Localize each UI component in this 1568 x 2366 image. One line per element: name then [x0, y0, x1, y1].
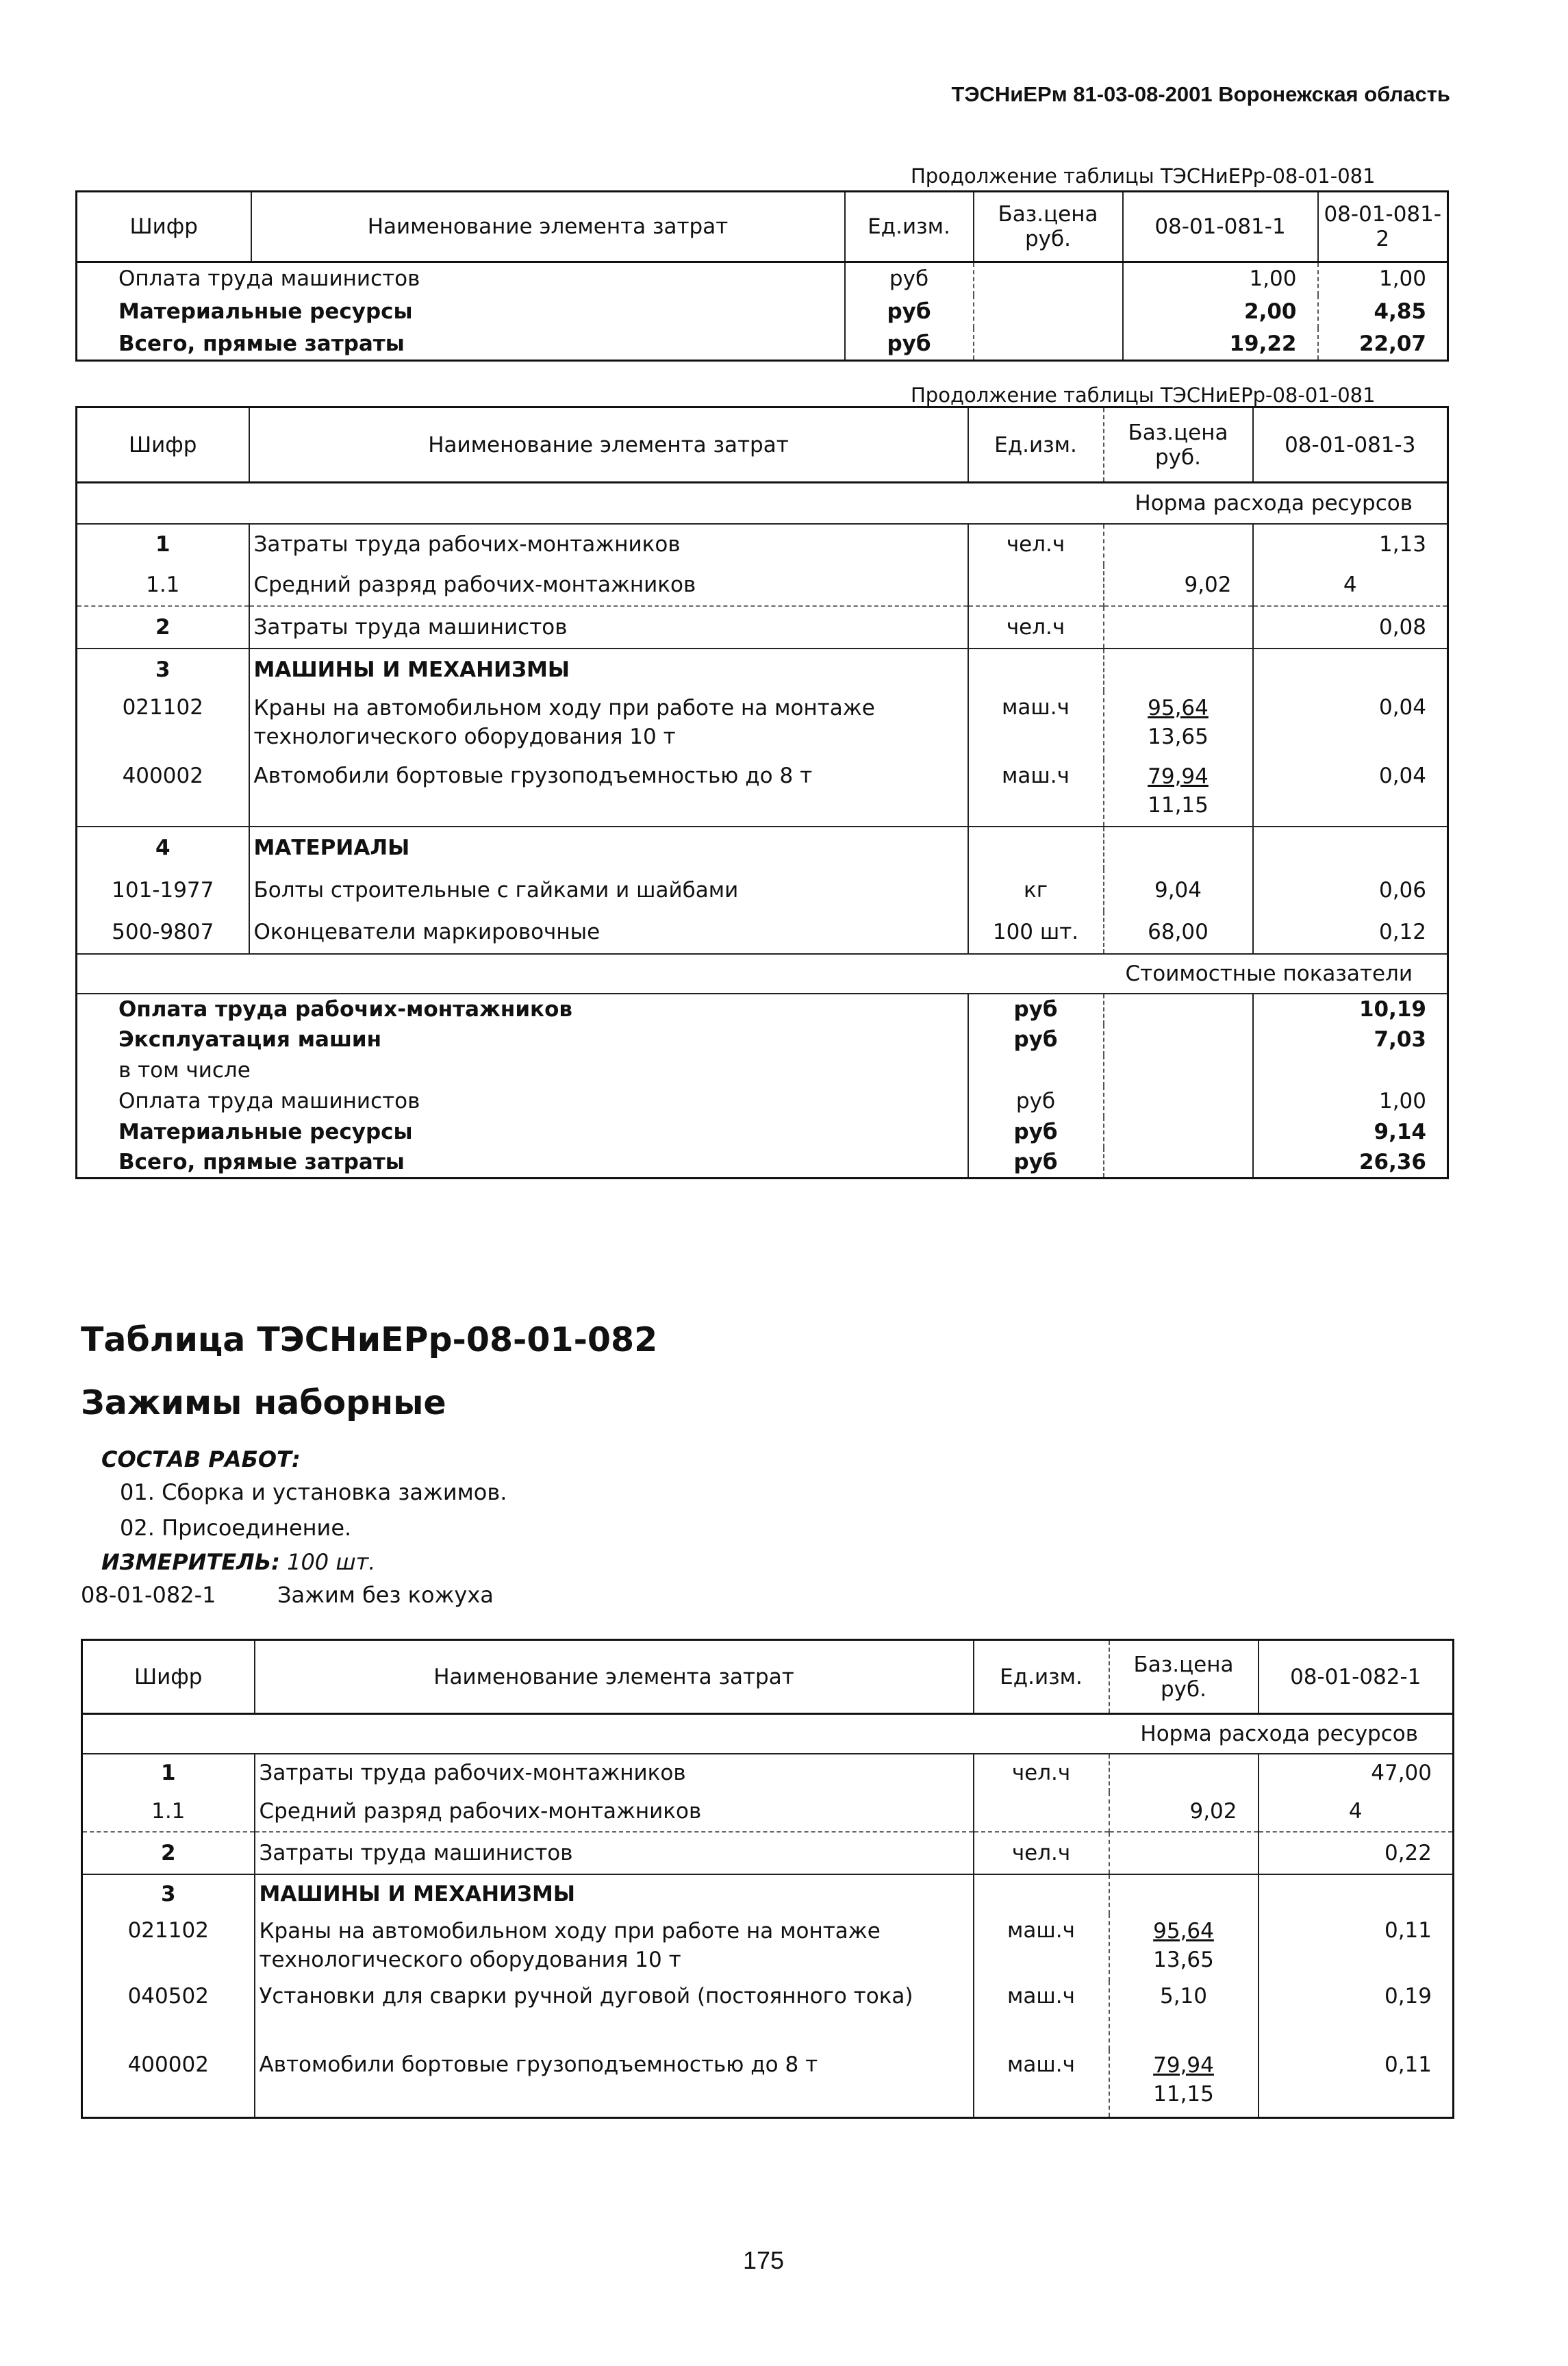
works-label: СОСТАВ РАБОТ:	[101, 1446, 301, 1472]
col-unit-header: Ед.изм.	[968, 407, 1104, 483]
table-row: 2 Затраты труда машинистов чел.ч 0,22	[82, 1832, 1454, 1874]
table-row: 021102 Краны на автомобильном ходу при работе на монтаже технологического оборудования 10 т маш.ч 95,64 13,65 0,11	[82, 1914, 1454, 1981]
running-header: ТЭСНиЕРм 81-03-08-2001 Воронежская область	[951, 82, 1450, 106]
table-row: в том числе	[77, 1055, 1448, 1086]
table2-caption: Продолжение таблицы ТЭСНиЕРр-08-01-081	[911, 383, 1376, 407]
col-norm-header: 08-01-082-1	[1259, 1640, 1454, 1714]
work-item: 02. Присоединение.	[120, 1515, 352, 1541]
table-row: 500-9807 Оконцеватели маркировочные 100 шт. 68,00 0,12	[77, 911, 1448, 954]
norm-label: Норма расхода ресурсов	[77, 483, 1448, 524]
col-price-header: Баз.цена руб.	[1109, 1640, 1259, 1714]
col-name-header: Наименование элемента затрат	[249, 407, 968, 483]
work-item: 01. Сборка и установка зажимов.	[120, 1479, 507, 1505]
cost-table-081-cont2	[75, 406, 1449, 1179]
section-subtitle: Зажимы наборные	[81, 1383, 446, 1422]
table-row: 1 Затраты труда рабочих-монтажников чел.ч 47,00	[82, 1754, 1454, 1792]
table-row: 021102 Краны на автомобильном ходу при работе на монтаже технологического оборудования 10 т маш.ч 95,64 13,65 0,04	[77, 691, 1448, 759]
table-row: 3 МАШИНЫ И МЕХАНИЗМЫ	[77, 649, 1448, 691]
table-row: 2 Затраты труда машинистов чел.ч 0,08	[77, 606, 1448, 649]
table-row: 3 МАШИНЫ И МЕХАНИЗМЫ	[82, 1874, 1454, 1914]
section-title: Таблица ТЭСНиЕРр-08-01-082	[81, 1320, 658, 1359]
table-row: Оплата труда машинистов руб 1,00 1,00	[77, 262, 1448, 295]
table-row: 4 МАТЕРИАЛЫ	[77, 827, 1448, 869]
table1-caption: Продолжение таблицы ТЭСНиЕРр-08-01-081	[911, 164, 1376, 188]
col-name-header: Наименование элемента затрат	[251, 192, 845, 262]
norm-label: Норма расхода ресурсов	[82, 1714, 1454, 1754]
table-row: 1 Затраты труда рабочих-монтажников чел.ч 1,13	[77, 524, 1448, 565]
table-row: Всего, прямые затраты руб 26,36	[77, 1148, 1448, 1179]
page-number: 175	[743, 2246, 785, 2274]
table-row: Всего, прямые затраты руб 19,22 22,07	[77, 328, 1448, 361]
col-norm-header: 08-01-081-3	[1253, 407, 1448, 483]
col-price-header: Баз.цена руб.	[974, 192, 1123, 262]
col-norm1-header: 08-01-081-1	[1123, 192, 1318, 262]
col-norm2-header: 08-01-081-2	[1318, 192, 1448, 262]
col-code-header: Шифр	[77, 407, 249, 483]
table-row: 101-1977 Болты строительные с гайками и шайбами кг 9,04 0,06	[77, 869, 1448, 911]
col-code-header: Шифр	[77, 192, 251, 262]
table-row: 1.1 Средний разряд рабочих-монтажников 9,02 4	[82, 1792, 1454, 1832]
col-name-header: Наименование элемента затрат	[255, 1640, 974, 1714]
cost-table-081-cont1	[75, 190, 1449, 362]
table-row: 400002 Автомобили бортовые грузоподъемностью до 8 т маш.ч 79,94 11,15 0,11	[82, 2050, 1454, 2118]
table-row: 040502 Установки для сварки ручной дуговой (постоянного тока) маш.ч 5,10 0,19	[82, 1981, 1454, 2050]
meter-line: ИЗМЕРИТЕЛЬ: 100 шт.	[101, 1549, 376, 1575]
item-name: Зажим без кожуха	[277, 1582, 494, 1608]
col-code-header: Шифр	[82, 1640, 255, 1714]
col-unit-header: Ед.изм.	[845, 192, 974, 262]
cost-label: Стоимостные показатели	[77, 954, 1448, 994]
table-row: 1.1 Средний разряд рабочих-монтажников 9,02 4	[77, 565, 1448, 606]
table-row: Материальные ресурсы руб 2,00 4,85	[77, 295, 1448, 328]
col-unit-header: Ед.изм.	[974, 1640, 1109, 1714]
cost-table-082	[81, 1639, 1454, 2119]
table-row: Эксплуатация машин руб 7,03	[77, 1024, 1448, 1055]
table-row: Оплата труда рабочих-монтажников руб 10,19	[77, 994, 1448, 1024]
item-code: 08-01-082-1	[81, 1582, 216, 1608]
table-row: Материальные ресурсы руб 9,14	[77, 1117, 1448, 1148]
table-row: 400002 Автомобили бортовые грузоподъемностью до 8 т маш.ч 79,94 11,15 0,04	[77, 759, 1448, 827]
col-price-header: Баз.цена руб.	[1104, 407, 1253, 483]
table-row: Оплата труда машинистов руб 1,00	[77, 1086, 1448, 1117]
